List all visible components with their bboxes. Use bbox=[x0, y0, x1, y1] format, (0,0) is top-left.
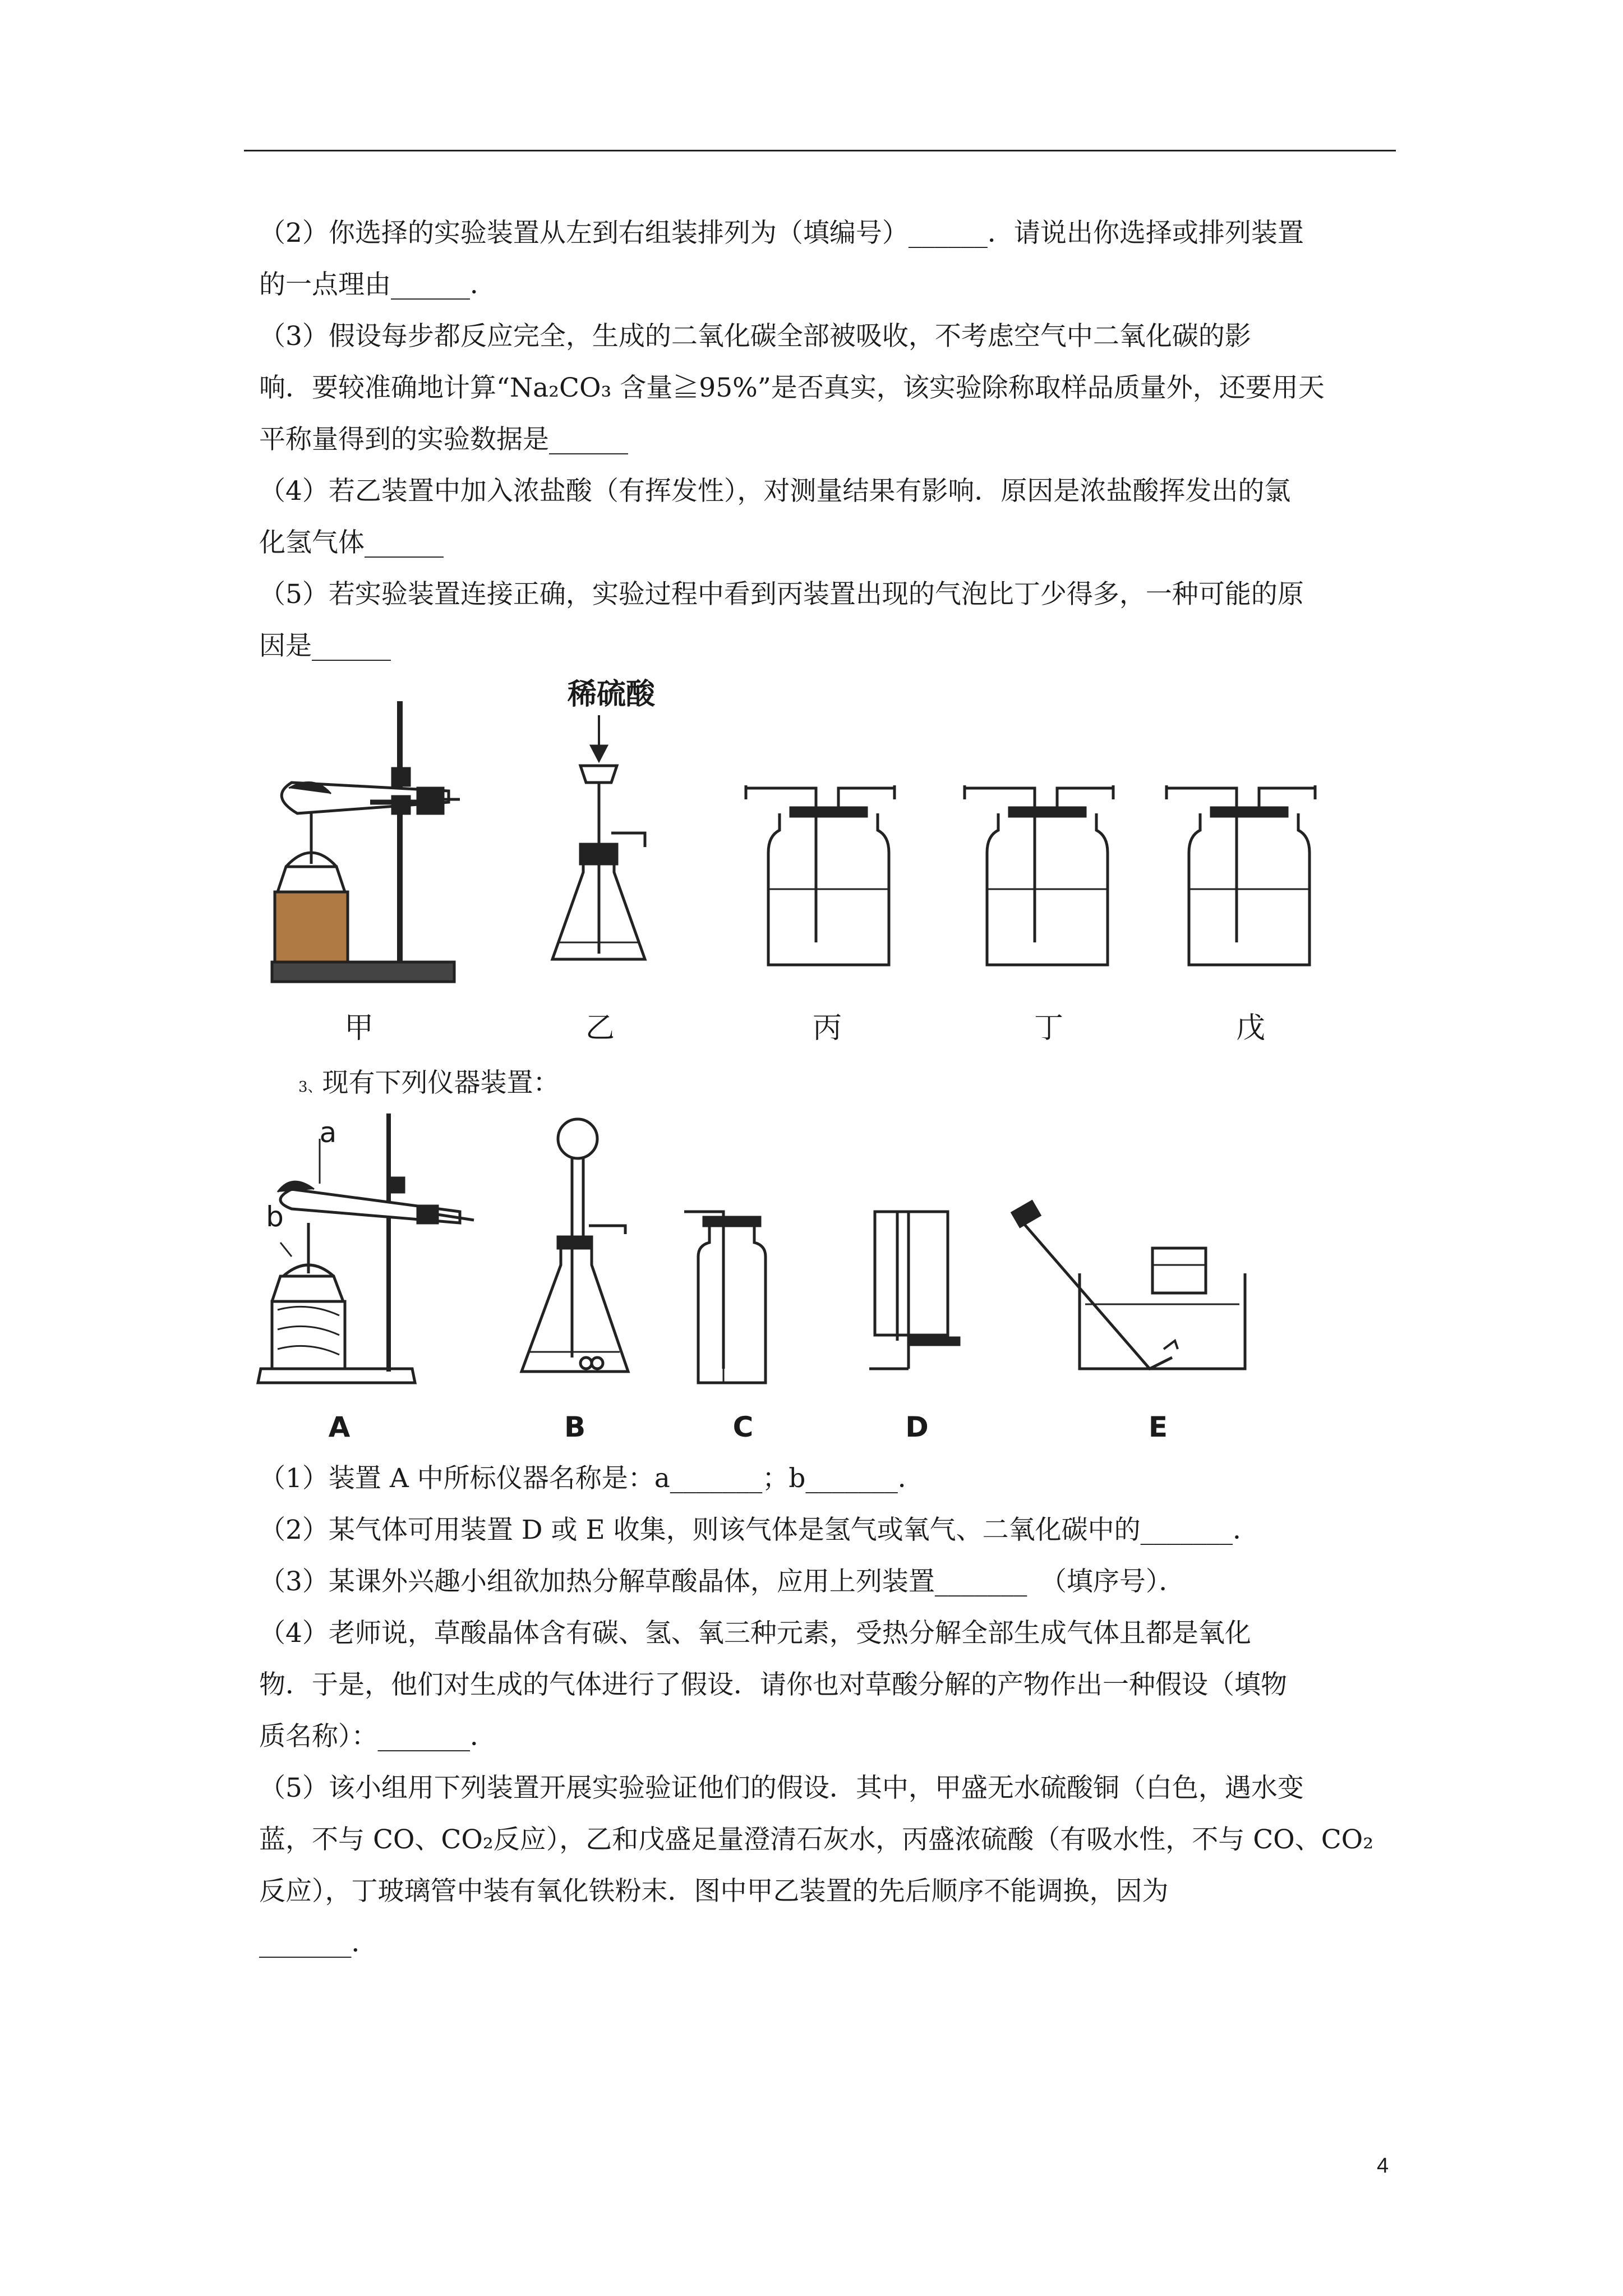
label-bing: 丙 bbox=[812, 1011, 842, 1045]
label-A: A bbox=[328, 1411, 351, 1443]
q3-part4 bbox=[259, 1608, 1398, 1763]
text-line: 的一点理由______． bbox=[259, 269, 496, 300]
text-line: 蓝，不与 CO、CO₂反应），乙和戊盛足量澄清石灰水，丙盛浓硫酸（有吸水性，不与 CO、CO₂ bbox=[259, 1824, 1374, 1855]
label-B: B bbox=[564, 1411, 586, 1443]
q3-part5 bbox=[259, 1763, 1398, 1969]
figure-top-label: 稀硫酸 bbox=[567, 678, 655, 711]
callout-a: a bbox=[319, 1116, 337, 1149]
label-jia: 甲 bbox=[344, 1011, 374, 1045]
label-wu: 戊 bbox=[1235, 1011, 1265, 1045]
question-number: 3、 bbox=[298, 1079, 322, 1096]
text-line: （2）你选择的实验装置从左到右组装排列为（填编号）______．请说出你选择或排列装置 bbox=[259, 218, 1304, 249]
text-line: 化氢气体______ bbox=[259, 527, 444, 558]
text-line: （4）老师说，草酸晶体含有碳、氢、氧三种元素，受热分解全部生成气体且都是氧化 bbox=[259, 1618, 1251, 1649]
text-line: （2）某气体可用装置 D 或 E 收集，则该气体是氢气或氧气、二氧化碳中的_______． bbox=[259, 1515, 1260, 1545]
q3-part1 bbox=[259, 1453, 1398, 1504]
text-line: （5）若实验装置连接正确，实验过程中看到丙装置出现的气泡比丁少得多，一种可能的原 bbox=[259, 579, 1304, 610]
label-ding: 丁 bbox=[1034, 1011, 1063, 1045]
text-line: （4）若乙装置中加入浓盐酸（有挥发性），对测量结果有影响．原因是浓盐酸挥发出的氯 bbox=[259, 476, 1291, 507]
text-line: 平称量得到的实验数据是______ bbox=[259, 424, 628, 455]
page-number: 4 bbox=[1377, 2154, 1389, 2178]
text-line: 物．于是，他们对生成的气体进行了假设．请你也对草酸分解的产物作出一种假设（填物 bbox=[259, 1669, 1287, 1700]
text-line: （3）某课外兴趣小组欲加热分解草酸晶体，应用上列装置_______ （填序号）． bbox=[259, 1566, 1186, 1597]
text-line: _______． bbox=[259, 1927, 378, 1958]
text-line: （3）假设每步都反应完全，生成的二氧化碳全部被吸收，不考虑空气中二氧化碳的影 bbox=[259, 321, 1251, 352]
text-line: （5）该小组用下列装置开展实验验证他们的假设．其中，甲盛无水硫酸铜（白色，遇水变 bbox=[259, 1773, 1304, 1803]
text-line: 反应），丁玻璃管中装有氧化铁粉末．图中甲乙装置的先后顺序不能调换，因为 bbox=[259, 1876, 1169, 1907]
q3-intro-text: 现有下列仪器装置： bbox=[322, 1068, 560, 1098]
text-line: 质名称）：_______． bbox=[259, 1721, 496, 1752]
label-D: D bbox=[905, 1411, 929, 1443]
text-line: 响．要较准确地计算“Na₂CO₃ 含量≧95%”是否真实，该实验除称取样品质量外，还要用天 bbox=[259, 372, 1325, 403]
q3-part3 bbox=[259, 1556, 1398, 1608]
label-E: E bbox=[1148, 1411, 1168, 1443]
q3-part2 bbox=[259, 1504, 1398, 1556]
label-C: C bbox=[732, 1411, 754, 1443]
callout-b: b bbox=[266, 1200, 284, 1233]
text-line: 因是______ bbox=[259, 631, 391, 661]
text-line: （1）装置 A 中所标仪器名称是：a_______；b_______． bbox=[259, 1463, 924, 1494]
label-yi: 乙 bbox=[585, 1011, 615, 1045]
